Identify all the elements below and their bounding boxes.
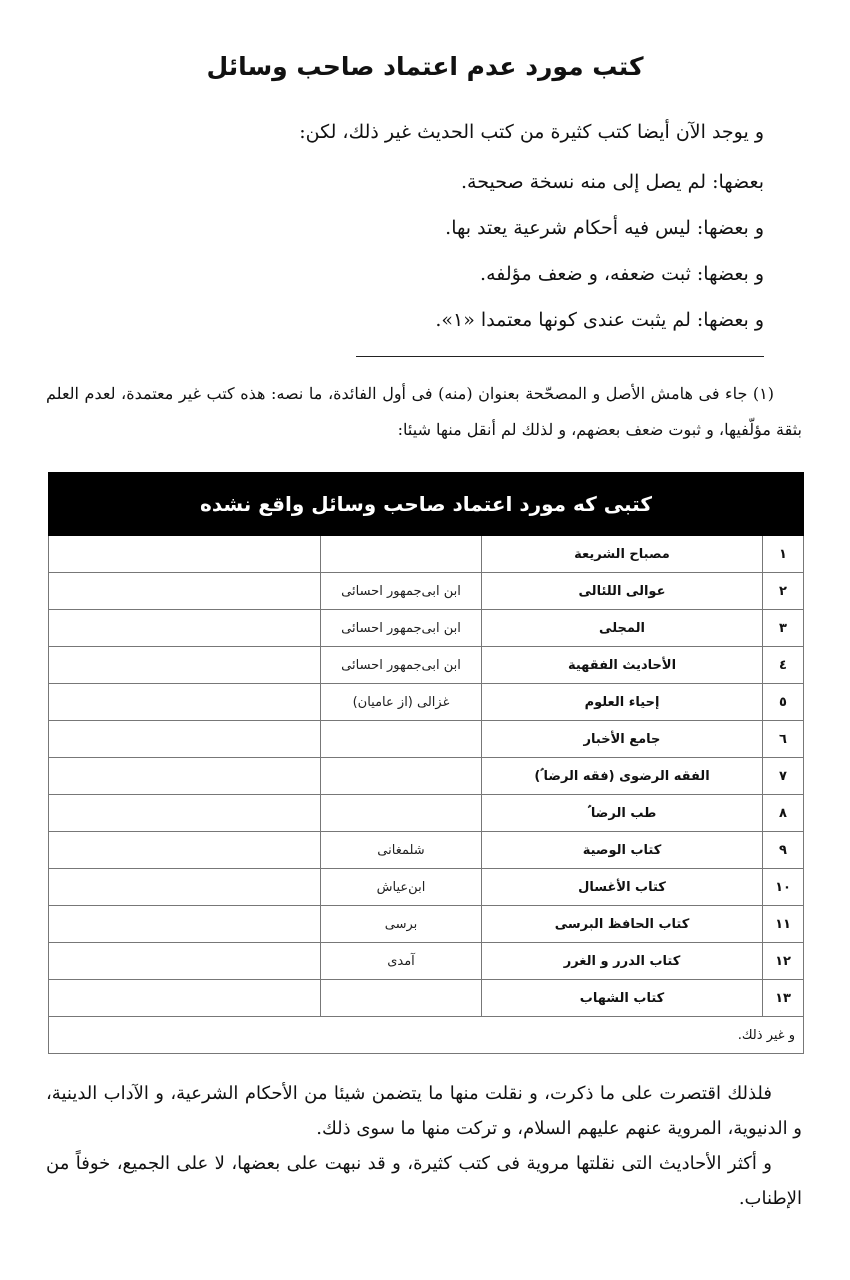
book-name: كتاب الحافظ البرسى bbox=[482, 906, 763, 943]
table-row bbox=[49, 721, 804, 758]
closing-text bbox=[46, 1076, 802, 1216]
table-row bbox=[49, 684, 804, 721]
row-number: ١٣ bbox=[763, 980, 804, 1017]
intro-line: و يوجد الآن أيضا كتب كثيرة من كتب الحديث غير ذلك، لكن: bbox=[299, 121, 764, 143]
row-number: ١٠ bbox=[763, 869, 804, 906]
table-row bbox=[49, 758, 804, 795]
empty-cell bbox=[49, 536, 321, 573]
table-row bbox=[49, 980, 804, 1017]
empty-cell bbox=[49, 869, 321, 906]
table-footer: و غير ذلك. bbox=[49, 1017, 804, 1054]
book-author bbox=[321, 758, 482, 795]
empty-cell bbox=[49, 980, 321, 1017]
book-author: برسى bbox=[321, 906, 482, 943]
book-name: الفقه الرضوى (فقه الرضا ؑ) bbox=[482, 758, 763, 795]
book-author bbox=[321, 721, 482, 758]
book-name: جامع الأخبار bbox=[482, 721, 763, 758]
book-name: الأحاديث الفقهية bbox=[482, 647, 763, 684]
table-row bbox=[49, 943, 804, 980]
page-title: كتب مورد عدم اعتماد صاحب وسائل bbox=[206, 52, 644, 81]
book-author: ابن ابى‌جمهور احسائى bbox=[321, 647, 482, 684]
row-number: ٩ bbox=[763, 832, 804, 869]
intro-lines bbox=[64, 112, 764, 346]
book-author: ابن‌عياش bbox=[321, 869, 482, 906]
book-name: مصباح الشريعة bbox=[482, 536, 763, 573]
empty-cell bbox=[49, 758, 321, 795]
empty-cell bbox=[49, 647, 321, 684]
row-number: ١ bbox=[763, 536, 804, 573]
empty-cell bbox=[49, 832, 321, 869]
book-author bbox=[321, 536, 482, 573]
paragraph-text: فلذلك اقتصرت على ما ذكرت، و نقلت منها ما يتضمن شيئا من الأحكام الشرعية، و الآداب الدينية، و الدنيوية، المروية عنهم عليهم السلام، و تركت منها ما سوى ذلك. bbox=[46, 1083, 802, 1139]
table-row bbox=[49, 869, 804, 906]
paragraph bbox=[46, 1076, 802, 1146]
book-name: كتاب الأغسال bbox=[482, 869, 763, 906]
book-name: عوالى اللئالى bbox=[482, 573, 763, 610]
paragraph-text: و أكثر الأحاديث التى نقلتها مروية فى كتب كثيرة، و قد نبهت على بعضها، لا على الجميع، خوفاً من الإطناب. bbox=[46, 1153, 802, 1209]
row-number: ٤ bbox=[763, 647, 804, 684]
empty-cell bbox=[49, 721, 321, 758]
book-name: كتاب الشهاب bbox=[482, 980, 763, 1017]
table-row bbox=[49, 647, 804, 684]
table-footer-row bbox=[49, 1017, 804, 1054]
paragraph bbox=[46, 1146, 802, 1216]
row-number: ٢ bbox=[763, 573, 804, 610]
intro-line: بعضها: لم يصل إلى منه نسخة صحيحة. bbox=[460, 171, 764, 193]
row-number: ٨ bbox=[763, 795, 804, 832]
empty-cell bbox=[49, 684, 321, 721]
row-number: ١٢ bbox=[763, 943, 804, 980]
book-name: طب الرضا ؑ bbox=[482, 795, 763, 832]
row-number: ١١ bbox=[763, 906, 804, 943]
table-header-row bbox=[49, 473, 804, 536]
empty-cell bbox=[49, 795, 321, 832]
intro-line: و بعضها: لم يثبت عندى كونها معتمدا «١». bbox=[435, 309, 764, 331]
footnote-divider bbox=[356, 356, 764, 357]
empty-cell bbox=[49, 610, 321, 647]
table-row bbox=[49, 795, 804, 832]
footnote-text: (١) جاء فى هامش الأصل و المصحّحة بعنوان (منه) فى أول الفائدة، ما نصه: هذه كتب غير معتمدة، لعدم العلم بثقة مؤلّفيها، و ثبوت ضعف بعضهم، و لذلك لم أنقل منها شيئا: bbox=[46, 384, 802, 439]
row-number: ٧ bbox=[763, 758, 804, 795]
book-author: ابن ابى‌جمهور احسائى bbox=[321, 610, 482, 647]
book-author bbox=[321, 795, 482, 832]
table-row bbox=[49, 536, 804, 573]
book-name: إحياء العلوم bbox=[482, 684, 763, 721]
book-author: شلمغانى bbox=[321, 832, 482, 869]
table-row bbox=[49, 610, 804, 647]
book-author: ابن ابى‌جمهور احسائى bbox=[321, 573, 482, 610]
row-number: ٦ bbox=[763, 721, 804, 758]
book-name: كتاب الوصية bbox=[482, 832, 763, 869]
empty-cell bbox=[49, 573, 321, 610]
table-row bbox=[49, 832, 804, 869]
book-author: آمدى bbox=[321, 943, 482, 980]
books-table bbox=[48, 472, 804, 1054]
footnote bbox=[46, 376, 802, 448]
row-number: ٥ bbox=[763, 684, 804, 721]
book-author: غزالى (از عاميان) bbox=[321, 684, 482, 721]
row-number: ٣ bbox=[763, 610, 804, 647]
book-name: كتاب الدرر و الغرر bbox=[482, 943, 763, 980]
table-header: كتبى كه مورد اعتماد صاحب وسائل واقع نشده bbox=[49, 473, 804, 536]
book-author bbox=[321, 980, 482, 1017]
intro-line: و بعضها: ثبت ضعفه، و ضعف مؤلفه. bbox=[480, 263, 764, 285]
table-row bbox=[49, 906, 804, 943]
table-row bbox=[49, 573, 804, 610]
empty-cell bbox=[49, 906, 321, 943]
empty-cell bbox=[49, 943, 321, 980]
intro-line: و بعضها: ليس فيه أحكام شرعية يعتد بها. bbox=[445, 217, 764, 239]
book-name: المجلى bbox=[482, 610, 763, 647]
